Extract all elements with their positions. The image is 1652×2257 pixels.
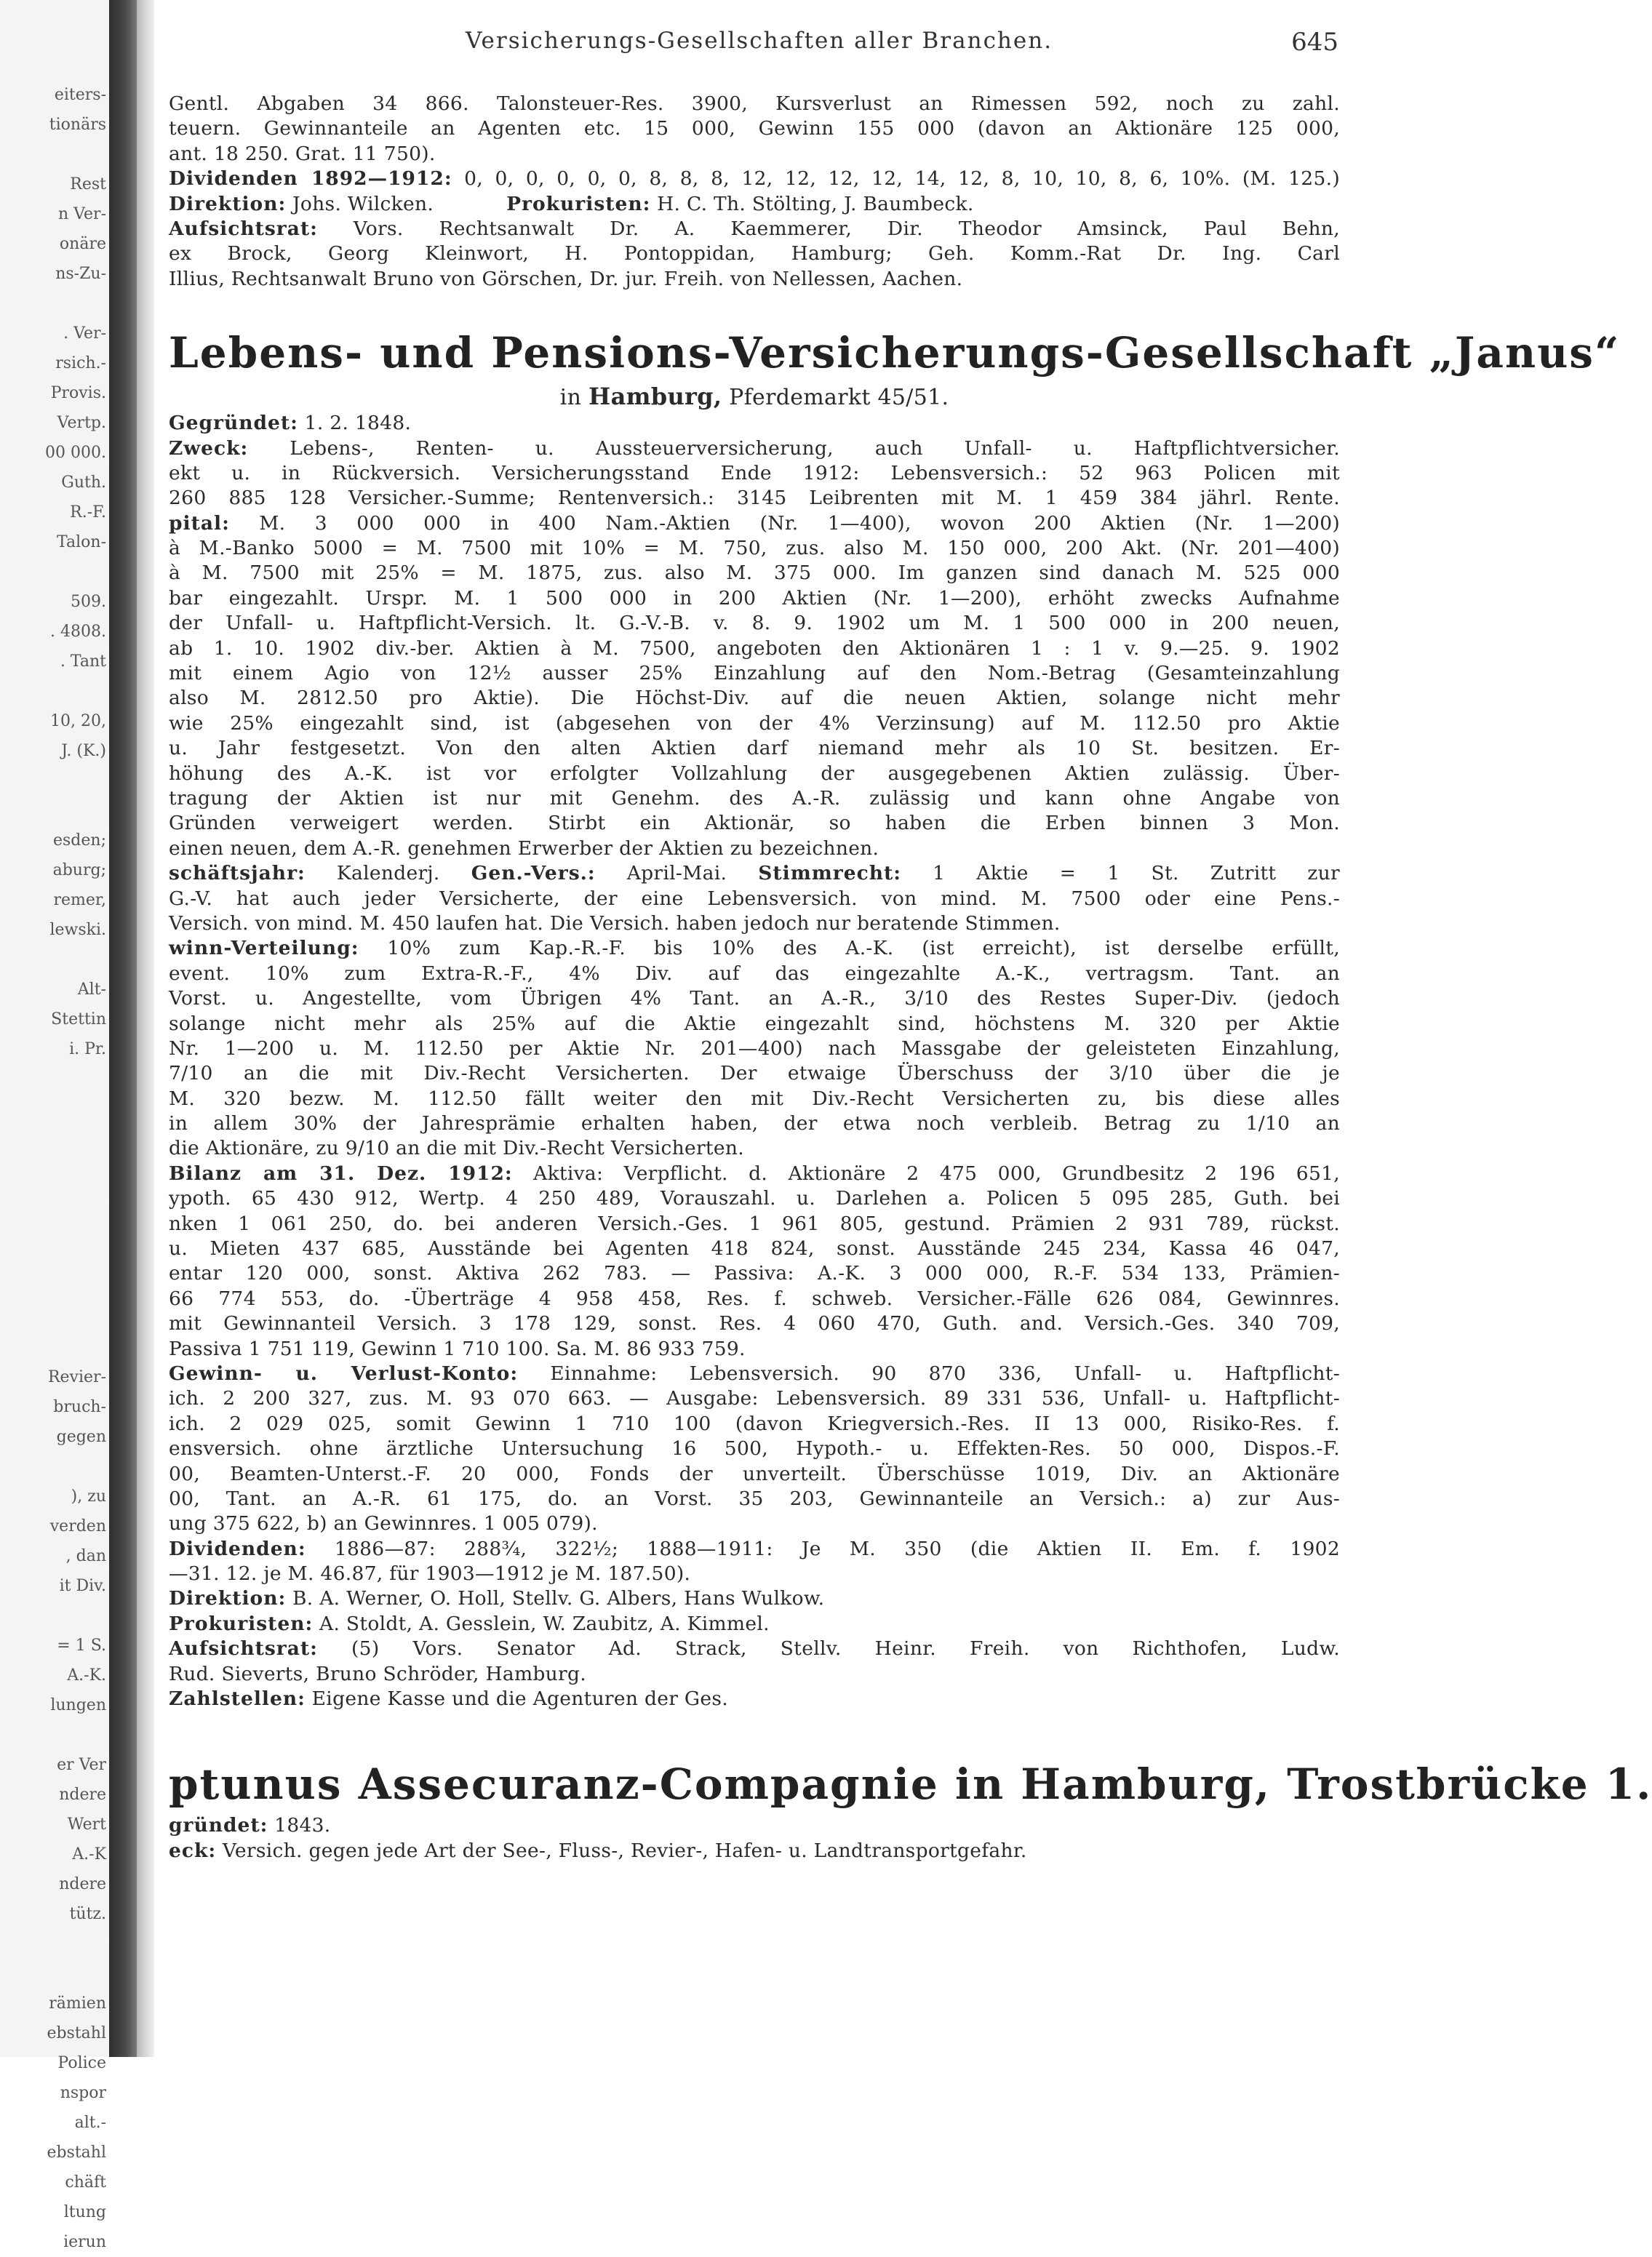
neptunus-entry [169,1755,1652,1863]
facing-page-line: Wert [67,1815,106,1834]
profit-text: 10% zum Kap.-R.-F. bis 10% des A.-K. (ist erreicht), ist derselbe erfüllt, [387,937,1340,960]
facing-page-line: n Ver- [58,205,106,223]
paying-agents-line [169,1687,1340,1711]
facing-page-line: Police [57,2054,106,2072]
text-line: nken 1 061 250, do. bei anderen Versich.-Ges. 1 961 805, gestund. Prämien 2 931 789, rückst. [169,1212,1340,1235]
pl-lines [169,1386,1340,1536]
balance-label: Bilanz am 31. Dez. 1912: [169,1162,513,1185]
text-line: Illius, Rechtsanwalt Bruno von Görschen, Dr. jur. Freih. von Nellessen, Aachen. [169,267,963,290]
facing-page-line: er Ver [57,1756,106,1774]
text-line: mit Gewinnanteil Versich. 3 178 129, sonst. Res. 4 060 470, Guth. and. Versich.-Ges. 340 709, [169,1312,1340,1335]
facing-page-line: eiters- [54,86,106,104]
facing-page-line: rämien [49,1994,106,2013]
purpose-text: Versich. gegen jede Art der See-, Fluss-, Revier-, Hafen- u. Landtransportgefahr. [222,1839,1027,1862]
text-line: höhung des A.-K. ist vor erfolgter Vollzahlung der ausgegebenen Aktien zulässig. Über- [169,762,1340,785]
facing-page-line [0,1183,109,1213]
page-body [169,92,1652,1863]
facing-page-line [0,1213,109,1243]
facing-page-line: verden [49,1517,106,1535]
text-line: Nr. 1—200 u. M. 112.50 per Aktie Nr. 201—400) nach Massgabe der geleisteten Einzahlung, [169,1036,1340,1060]
fiscal-text: Kalenderj. [336,862,440,885]
pl-label: Gewinn- u. Verlust-Konto: [169,1362,519,1385]
facing-page-line: Guth. [61,474,106,492]
founded-text: 1843. [274,1814,331,1837]
facing-page-line: it Div. [59,1577,106,1595]
board-label: Aufsichtsrat: [169,217,318,240]
facing-page-line: Revier- [47,1368,106,1386]
facing-page-line [0,1124,109,1154]
facing-page-line: . Ver- [63,324,106,343]
procurists-text: A. Stoldt, A. Gesslein, W. Zaubitz, A. Kimmel. [319,1612,770,1635]
facing-page-line: chäft [65,2173,106,2192]
facing-page-line: Talon- [57,533,106,551]
facing-page-line: , dan [65,1547,106,1565]
facing-page-fragment [0,0,109,2251]
purpose-label: Zweck: [169,436,249,460]
facing-page-line: J. (K.) [61,742,106,760]
capital-text: M. 3 000 000 in 400 Nam.-Aktien (Nr. 1—400), wovon 200 Aktien (Nr. 1—200) [259,511,1340,535]
text-line: der Unfall- u. Haftpflicht-Versich. lt. G.-V.-B. v. 8. 9. 1902 um M. 1 500 000 in 200 neuen, [169,612,1340,635]
founded-line [169,411,1340,436]
procurists-line [169,1612,1340,1637]
previous-entry [169,92,1340,292]
dividends-line [169,1537,1340,1562]
pl-text: Einnahme: Lebensversich. 90 870 336, Unfall- u. Haftpflicht- [550,1362,1340,1385]
board-text: Vors. Rechtsanwalt Dr. A. Kaemmerer, Dir. Theodor Amsinck, Paul Behn, [353,217,1340,240]
facing-page-line: 10, 20, [50,712,106,730]
facing-page-line: Alt- [77,980,106,999]
text-line: Vorst. u. Angestellte, vom Übrigen 4% Tant. an A.-R., 3/10 des Restes Super-Div. (jedoch [169,987,1340,1010]
board-line [169,1637,1340,1661]
text-line: 66 774 553, do. -Überträge 4 958 458, Res. f. schweb. Versicher.-Fälle 626 084, Gewinnres. [169,1287,1340,1310]
text-line: 7/10 an die mit Div.-Recht Versicherten. Der etwaige Überschuss der 3/10 über die je [169,1062,1340,1085]
facing-page-line [0,140,109,169]
facing-page-line [0,1333,109,1362]
gv-text: April-Mai. [626,862,727,885]
paying-agents-text: Eigene Kasse und die Agenturen der Ges. [311,1687,728,1711]
facing-page-line [0,1303,109,1333]
procurists-text: H. C. Th. Stölting, J. Baumbeck. [657,192,974,215]
facing-page-line: Vertp. [57,414,106,432]
text-line: Rud. Sieverts, Bruno Schröder, Hamburg. [169,1662,586,1685]
facing-page-line: A.-K [72,1845,106,1863]
facing-page-line: ebstahl [47,2144,106,2162]
text-line: in allem 30% der Jahresprämie erhalten haben, der etwa noch verbleib. Betrag zu 1/10 an [169,1112,1340,1135]
book-gutter-shadow [109,0,137,2057]
facing-page-line: A.-K. [67,1666,106,1685]
dividends-text: 1886—87: 288¾, 322½; 1888—1911: Je M. 350 (die Aktien II. Em. f. 1902 [334,1537,1340,1560]
facing-page-line [0,1064,109,1094]
text-line: einen neuen, dem A.-R. genehmen Erwerber der Aktien zu bezeichnen. [169,836,879,860]
direction-label: Direktion: [169,192,287,215]
neptunus-title: ptunus Assecuranz-Compagnie in Hamburg, Trostbrücke 1. [169,1759,1652,1810]
facing-page-line [0,1959,109,1989]
voting-text: 1 Aktie = 1 St. Zutritt zur [933,862,1341,885]
facing-page-line: Provis. [50,384,106,402]
text-line: ich. 2 029 025, somit Gewinn 1 710 100 (davon Kriegversich.-Res. II 13 000, Risiko-Res. f. [169,1412,1340,1435]
text-line: à M. 7500 mit 25% = M. 1875, zus. also M. 375 000. Im ganzen sind danach M. 525 000 [169,562,1340,585]
previous-direction-line [169,192,1340,217]
direction-line [169,1586,1340,1611]
purpose-line [169,436,1340,461]
founded-label: Gegründet: [169,412,298,435]
janus-location [169,382,1340,411]
facing-page-line: lewski. [49,921,106,939]
text-line: ensversich. ohne ärztliche Untersuchung 16 500, Hypoth.- u. Effekten-Res. 50 000, Dispos.-F. [169,1437,1340,1461]
text-line: 00, Tant. an A.-R. 61 175, do. an Vorst. 35 203, Gewinnanteile an Versich.: a) zur Aus- [169,1487,1340,1510]
facing-page-line: ndere [59,1875,106,1893]
text-line: 00, Beamten-Unterst.-F. 20 000, Fonds der unverteilt. Überschüsse 1019, Div. an Aktionäre [169,1462,1340,1485]
facing-page-line [0,766,109,796]
text-line: à M.-Banko 5000 = M. 7500 mit 10% = M. 750, zus. also M. 150 000, 200 Akt. (Nr. 201—400) [169,537,1340,560]
board-text: (5) Vors. Senator Ad. Strack, Stellv. Heinr. Freih. von Richthofen, Ludw. [351,1637,1341,1661]
facing-page-line [0,1929,109,1959]
janus-entry [169,324,1621,1711]
balance-text: Aktiva: Verpflicht. d. Aktionäre 2 475 000, Grundbesitz 2 196 651, [533,1162,1340,1185]
facing-page-line: ebstahl [47,2024,106,2042]
dividends-label: Dividenden: [169,1537,306,1560]
facing-page-line: ndere [59,1786,106,1804]
text-line: wie 25% eingezahlt sind, ist (abgesehen von der 4% Verzinsung) auf M. 112.50 pro Aktie [169,711,1340,735]
facing-page-line: ltung [63,2203,106,2221]
purpose-label: eck: [169,1839,217,1862]
facing-page-line: lungen [50,1696,106,1714]
facing-page-line: tionärs [49,116,106,134]
book-gutter-highlight [137,0,154,2057]
city-name: Hamburg, [588,383,722,411]
facing-page-line: rsich.- [55,354,106,372]
text-line: solange nicht mehr als 25% auf die Aktie eingezahlt sind, höchstens M. 320 per Aktie [169,1012,1340,1035]
facing-page-line [0,1154,109,1183]
facing-page-line [0,796,109,826]
facing-page-text [0,80,109,2257]
text-line: ex Brock, Georg Kleinwort, H. Pontoppidan, Hamburg; Geh. Komm.-Rat Dr. Ing. Carl [169,242,1340,265]
facing-page-line: 509. [71,593,106,611]
purpose-line [169,1839,1340,1863]
paying-agents-label: Zahlstellen: [169,1687,306,1711]
facing-page-line: ), zu [71,1487,106,1506]
profit-line [169,936,1340,961]
dividends-lines [169,1562,1340,1586]
facing-page-line: 00 000. [45,444,106,462]
text-line: Passiva 1 751 119, Gewinn 1 710 100. Sa. M. 86 933 759. [169,1337,746,1360]
street-address: Pferdemarkt 45/51. [729,385,949,411]
dividends-text: 0, 0, 0, 0, 0, 0, 8, 8, 8, 12, 12, 12, 12, 14, 12, 8, 10, 10, 8, 6, 10%. (M. 125.) [464,167,1340,191]
board-label: Aufsichtsrat: [169,1637,318,1661]
facing-page-line [0,1720,109,1750]
facing-page-line: nspor [60,2084,106,2102]
facing-page-line [0,1273,109,1303]
facing-page-line: R.-F. [70,503,106,522]
location-prefix: in [559,385,582,411]
fiscal-line [169,861,1340,886]
facing-page-line [0,945,109,975]
text-line: ypoth. 65 430 912, Wertp. 4 250 489, Vorauszahl. u. Darlehen a. Policen 5 095 285, Guth. bei [169,1187,1340,1210]
text-line: G.-V. hat auch jeder Versicherte, der eine Lebensversich. von mind. M. 7500 oder eine Pens.- [169,887,1340,910]
text-line: bar eingezahlt. Urspr. M. 1 500 000 in 200 Aktien (Nr. 1—200), erhöht zwecks Aufnahme [169,586,1340,610]
facing-page-line [0,1094,109,1124]
dividends-label: Dividenden 1892—1912: [169,167,452,191]
previous-entry-lines [169,92,1340,167]
text-line: ekt u. in Rückversich. Versicherungsstand Ende 1912: Lebensversich.: 52 963 Policen mit [169,461,1340,484]
facing-page-line: . Tant [60,652,106,671]
facing-page-line: bruch- [53,1398,106,1416]
janus-title: Lebens- und Pensions-Versicherungs-Gesellschaft „Janus“ [169,328,1621,378]
text-line: Gentl. Abgaben 34 866. Talonsteuer-Res. 3900, Kursverlust an Rimessen 592, noch zu zahl. [169,92,1340,115]
text-line: Gründen verweigert werden. Stirbt ein Aktionär, so haben die Erben binnen 3 Mon. [169,812,1340,835]
pl-line [169,1362,1340,1386]
facing-page-line [0,289,109,319]
facing-page-line [0,1452,109,1482]
facing-page-line: Stettin [51,1010,106,1028]
capital-lines [169,536,1340,861]
facing-page-line [0,1601,109,1631]
facing-page-line: . 4808. [50,623,106,641]
purpose-text: Lebens-, Renten- u. Aussteuerversicherung, auch Unfall- u. Haftpflichtversicher. [290,436,1340,460]
text-line: u. Mieten 437 685, Ausstände bei Agenten 418 824, sonst. Ausstände 245 234, Kassa 46 047, [169,1237,1340,1261]
facing-page-line: = 1 S. [57,1637,106,1655]
capital-line [169,511,1340,536]
profit-lines [169,962,1340,1162]
previous-dividends-line [169,167,1340,191]
facing-page-line [0,676,109,706]
text-line: 260 885 128 Versicher.-Summe; Rentenversich.: 3145 Leibrenten mit M. 1 459 384 jährl. Rente. [169,487,1340,510]
text-line: ab 1. 10. 1902 div.-ber. Aktien à M. 7500, angeboten den Aktionären 1 : 1 v. 9.—25. 9. 1902 [169,636,1340,660]
voting-label: Stimmrecht: [758,862,902,885]
facing-page-line: alt.- [74,2114,106,2132]
facing-page-line: gegen [56,1428,106,1446]
procurists-label: Prokuristen: [506,192,651,215]
founded-text: 1. 2. 1848. [304,412,412,435]
procurists-label: Prokuristen: [169,1612,314,1635]
previous-board-line [169,217,1340,241]
founded-line [169,1813,1340,1838]
gv-label: Gen.-Vers.: [471,862,596,885]
text-line: entar 120 000, sonst. Aktiva 262 783. — Passiva: A.-K. 3 000 000, R.-F. 534 133, Prämien- [169,1262,1340,1285]
board-lines [169,1662,1340,1687]
facing-page-line: ns-Zu- [55,265,106,283]
fiscal-label: schäftsjahr: [169,862,306,885]
direction-text: Johs. Wilcken. [292,192,434,215]
text-line: ant. 18 250. Grat. 11 750). [169,142,436,165]
text-line: tragung der Aktien ist nur mit Genehm. des A.-R. zulässig und kann ohne Angabe von [169,786,1340,810]
capital-label: pital: [169,511,230,535]
facing-page-line: ierun [63,2233,106,2251]
facing-page-line: tütz. [69,1905,106,1923]
text-line: also M. 2812.50 pro Aktie). Die Höchst-Div. auf die neuen Aktien, solange nicht mehr [169,687,1340,710]
facing-page-line: i. Pr. [69,1040,106,1058]
text-line: —31. 12. je M. 46.87, für 1903—1912 je M. 187.50). [169,1562,691,1586]
page-number: 645 [1291,28,1338,57]
running-head: Versicherungs-Gesellschaften aller Branchen. [466,28,1053,54]
text-line: M. 320 bezw. M. 112.50 fällt weiter den mit Div.-Recht Versicherten zu, bis diese alles [169,1087,1340,1110]
text-line: event. 10% zum Extra-R.-F., 4% Div. auf das eingezahlte A.-K., vertragsm. Tant. an [169,962,1340,985]
balance-lines [169,1186,1340,1362]
facing-page-line: esden; [53,831,106,850]
facing-page-line: aburg; [52,861,106,879]
facing-page-line: onäre [59,235,106,253]
facing-page-line [0,1243,109,1273]
text-line: teuern. Gewinnanteile an Agenten etc. 15 000, Gewinn 155 000 (davon an Aktionäre 125 000, [169,117,1340,140]
profit-label: winn-Verteilung: [169,937,359,960]
text-line: mit einem Agio von 12½ ausser 25% Einzahlung auf den Nom.-Betrag (Gesamteinzahlung [169,662,1340,685]
text-line: Versich. von mind. M. 450 laufen hat. Die Versich. haben jedoch nur beratende Stimmen. [169,911,1061,935]
facing-page-line: remer, [53,891,106,909]
direction-label: Direktion: [169,1587,287,1610]
facing-page-line [0,557,109,587]
text-line: ung 375 622, b) an Gewinnres. 1 005 079). [169,1512,598,1535]
text-line: die Aktionäre, zu 9/10 an die mit Div.-Recht Versicherten. [169,1137,744,1160]
direction-text: B. A. Werner, O. Holl, Stellv. G. Albers, Hans Wulkow. [292,1587,825,1610]
text-line: u. Jahr festgesetzt. Von den alten Aktien darf niemand mehr als 10 St. besitzen. Er- [169,737,1340,760]
page-header [167,28,1338,64]
balance-line [169,1162,1340,1186]
facing-page-line: Rest [70,175,106,193]
founded-label: gründet: [169,1814,268,1837]
text-line: ich. 2 200 327, zus. M. 93 070 663. — Ausgabe: Lebensversich. 89 331 536, Unfall- u. Haftpflicht- [169,1387,1340,1410]
voting-lines [169,887,1340,937]
